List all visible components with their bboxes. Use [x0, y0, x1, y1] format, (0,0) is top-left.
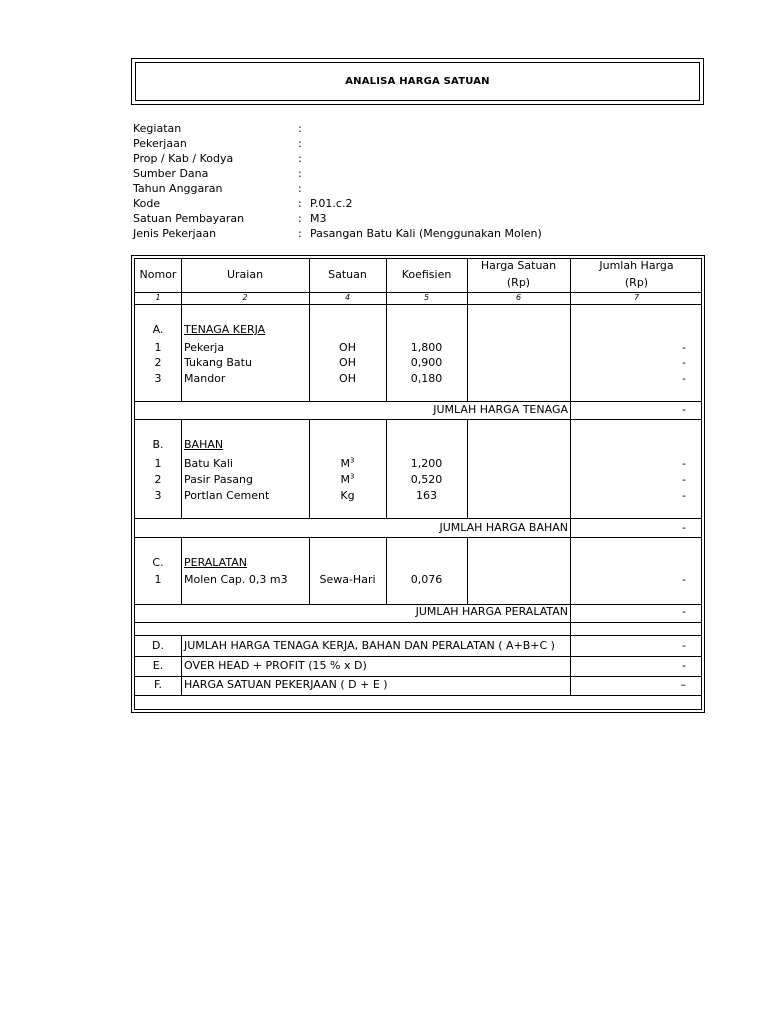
item-uraian: Tukang Batu — [184, 356, 252, 369]
col-numbers-divider — [135, 304, 701, 305]
document-title: ANALISA HARGA SATUAN — [345, 76, 490, 87]
section-b-total-value: - — [682, 521, 686, 534]
header-satuan: Satuan — [328, 268, 367, 281]
section-a-total-divider — [135, 419, 701, 420]
summary-label-d: JUMLAH HARGA TENAGA KERJA, BAHAN DAN PERALATAN ( A+B+C ) — [184, 639, 555, 652]
item-koefisien: 0,076 — [410, 573, 443, 586]
info-row-satuan-pembayaran — [133, 211, 633, 226]
section-c-total-label: JUMLAH HARGA PERALATAN — [415, 605, 568, 618]
info-row-prop-kab-kodya — [133, 151, 633, 166]
header-nomor: Nomor — [139, 268, 177, 281]
section-b-name: BAHAN — [184, 438, 224, 451]
summary-value-e: - — [682, 659, 686, 672]
section-a-code: A. — [152, 323, 164, 336]
item-jumlah: - — [682, 457, 686, 470]
col-line — [570, 622, 571, 635]
item-satuan: OH — [339, 356, 356, 369]
col-number: 7 — [633, 293, 640, 302]
header-koefisien: Koefisien — [401, 268, 452, 281]
info-colon: : — [298, 227, 302, 240]
summary-label-f: HARGA SATUAN PEKERJAAN ( D + E ) — [184, 678, 388, 691]
section-a-name: TENAGA KERJA — [184, 323, 266, 336]
info-colon: : — [298, 182, 302, 195]
title-inner-box — [135, 62, 700, 101]
info-value: M3 — [310, 212, 327, 225]
info-block — [133, 121, 633, 241]
info-row-kode — [133, 196, 633, 211]
col-line — [181, 419, 182, 518]
col-line — [309, 537, 310, 604]
analysis-table-inner — [134, 258, 702, 710]
col-number: 2 — [242, 293, 248, 302]
section-c-total-value: - — [682, 605, 686, 618]
header-jumlah-harga-unit: (Rp) — [624, 276, 649, 289]
item-uraian: Batu Kali — [184, 457, 233, 470]
item-jumlah: - — [682, 573, 686, 586]
section-b-total-divider — [135, 537, 701, 538]
col-line — [570, 537, 571, 604]
section-b-divider — [135, 518, 701, 519]
info-colon: : — [298, 137, 302, 150]
col-line — [467, 537, 468, 604]
item-jumlah: - — [682, 372, 686, 385]
item-satuan: Kg — [340, 489, 355, 502]
item-jumlah: - — [682, 356, 686, 369]
blank-row-divider — [135, 635, 701, 636]
item-no: 2 — [154, 473, 162, 486]
info-label: Pekerjaan — [133, 137, 187, 150]
item-satuan-unit: M — [340, 473, 351, 486]
item-koefisien: 163 — [416, 489, 437, 502]
header-harga-satuan: Harga Satuan — [480, 259, 557, 272]
summary-code-f: F. — [153, 678, 163, 691]
item-jumlah: - — [682, 473, 686, 486]
section-a-total-label: JUMLAH HARGA TENAGA — [433, 403, 568, 416]
analysis-table — [131, 255, 705, 713]
item-jumlah: - — [682, 489, 686, 502]
info-row-sumber-dana — [133, 166, 633, 181]
section-c-code: C. — [152, 556, 164, 569]
col-number: 5 — [423, 293, 430, 302]
item-uraian: Molen Cap. 0,3 m3 — [184, 573, 288, 586]
header-jumlah-harga: Jumlah Harga — [599, 259, 674, 272]
item-no: 2 — [154, 356, 162, 369]
col-number: 1 — [155, 293, 161, 302]
summary-code-d: D. — [152, 639, 164, 652]
item-no: 1 — [154, 341, 162, 354]
row-d-divider — [135, 656, 701, 657]
info-label: Prop / Kab / Kodya — [133, 152, 234, 165]
info-label: Kegiatan — [133, 122, 182, 135]
info-colon: : — [298, 122, 302, 135]
item-satuan-exponent: 3 — [350, 472, 355, 481]
col-number: 6 — [515, 293, 522, 302]
section-a-total-value: - — [682, 403, 686, 416]
item-satuan-exponent: 3 — [350, 456, 355, 465]
info-value: Pasangan Batu Kali (Menggunakan Molen) — [310, 227, 542, 240]
summary-value-d: - — [682, 639, 686, 652]
section-a-divider — [135, 401, 701, 402]
info-colon: : — [298, 152, 302, 165]
item-uraian: Pasir Pasang — [184, 473, 253, 486]
info-row-jenis-pekerjaan — [133, 226, 633, 241]
col-line — [181, 304, 182, 401]
item-satuan: Sewa-Hari — [319, 573, 376, 586]
info-colon: : — [298, 197, 302, 210]
item-no: 3 — [154, 489, 162, 502]
header-harga-satuan-unit: (Rp) — [506, 276, 531, 289]
item-koefisien: 0,520 — [410, 473, 443, 486]
item-no: 3 — [154, 372, 162, 385]
col-line — [386, 537, 387, 604]
header-uraian: Uraian — [226, 268, 264, 281]
summary-value-f: – — [680, 678, 686, 691]
section-b-code: B. — [152, 438, 164, 451]
info-row-kegiatan — [133, 121, 633, 136]
info-colon: : — [298, 212, 302, 225]
item-koefisien: 0,900 — [410, 356, 443, 369]
info-label: Satuan Pembayaran — [133, 212, 245, 225]
row-f-divider — [135, 695, 701, 696]
item-uraian: Mandor — [184, 372, 226, 385]
summary-code-e: E. — [152, 659, 164, 672]
section-b-total-label: JUMLAH HARGA BAHAN — [439, 521, 568, 534]
info-label: Tahun Anggaran — [133, 182, 223, 195]
info-label: Sumber Dana — [133, 167, 209, 180]
item-satuan — [309, 457, 386, 471]
title-box — [131, 58, 704, 105]
section-c-total-divider — [135, 622, 701, 623]
col-line — [467, 304, 468, 401]
row-e-divider — [135, 676, 701, 677]
item-uraian: Portlan Cement — [184, 489, 270, 502]
item-koefisien: 1,200 — [410, 457, 443, 470]
info-label: Kode — [133, 197, 161, 210]
item-satuan: OH — [339, 341, 356, 354]
col-line — [181, 537, 182, 604]
col-line — [467, 419, 468, 518]
item-uraian: Pekerja — [184, 341, 225, 354]
info-row-tahun-anggaran — [133, 181, 633, 196]
info-colon: : — [298, 167, 302, 180]
info-value: P.01.c.2 — [310, 197, 353, 210]
col-number: 4 — [344, 293, 351, 302]
item-no: 1 — [154, 573, 162, 586]
info-label: Jenis Pekerjaan — [133, 227, 217, 240]
item-koefisien: 1,800 — [410, 341, 443, 354]
item-no: 1 — [154, 457, 162, 470]
col-line — [181, 635, 182, 695]
summary-label-e: OVER HEAD + PROFIT (15 % x D) — [184, 659, 367, 672]
item-satuan — [309, 473, 386, 487]
item-satuan-unit: M — [340, 457, 351, 470]
info-row-pekerjaan — [133, 136, 633, 151]
item-satuan: OH — [339, 372, 356, 385]
item-koefisien: 0,180 — [410, 372, 443, 385]
section-c-name: PERALATAN — [184, 556, 247, 569]
item-jumlah: - — [682, 341, 686, 354]
